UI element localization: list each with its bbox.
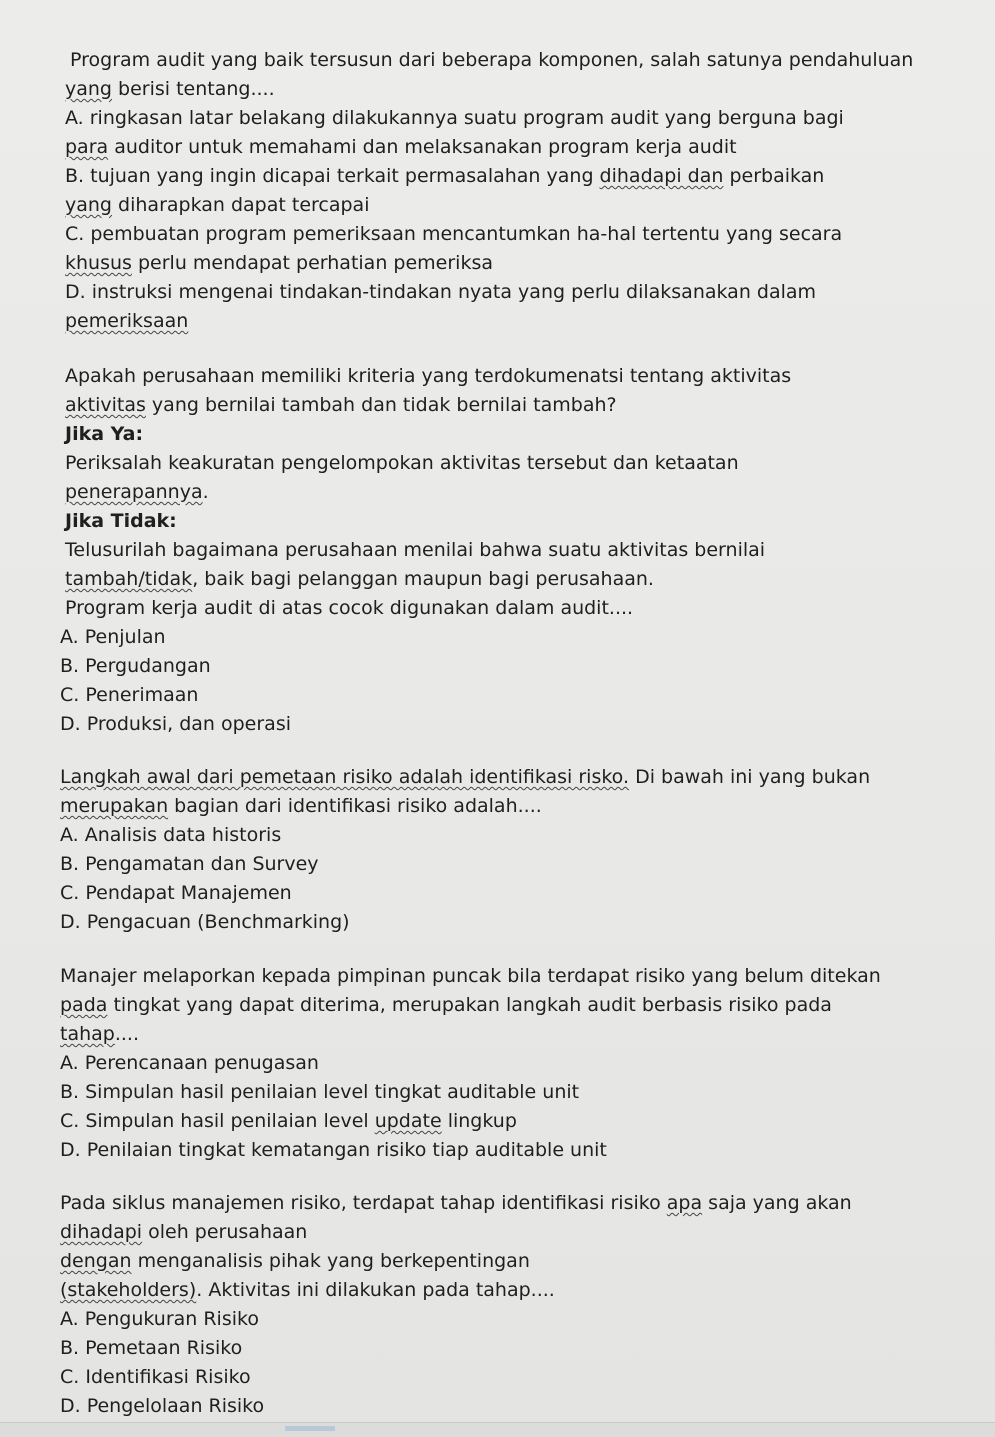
question-4-option-b: B. Simpulan hasil penilaian level tingkat auditable unit xyxy=(60,1081,580,1103)
underlined-word: dengan xyxy=(60,1250,132,1272)
underlined-word: (stakeholders) xyxy=(60,1279,197,1301)
question-3-text-line-2: merupakan bagian dari identifikasi risiko adalah.... xyxy=(60,795,542,817)
if-yes-text-line-2: penerapannya. xyxy=(65,481,209,503)
question-5-text-line-4: (stakeholders). Aktivitas ini dilakukan pada tahap.... xyxy=(60,1279,555,1301)
question-4-text-line-2: pada tingkat yang dapat diterima, merupakan langkah audit berbasis risiko pada xyxy=(60,994,832,1016)
underlined-phrase: Langkah awal dari pemetaan risiko adalah identifikasi risko. xyxy=(60,766,630,788)
underlined-word: tahap xyxy=(60,1023,115,1045)
question-1-option-d: D. instruksi mengenai tindakan-tindakan nyata yang perlu dilaksanakan dalam xyxy=(65,281,817,303)
question-5-option-d: D. Pengelolaan Risiko xyxy=(60,1395,265,1417)
question-1-option-a: A. ringkasan latar belakang dilakukannya suatu program audit yang berguna bagi xyxy=(65,107,844,129)
question-5-option-b: B. Pemetaan Risiko xyxy=(60,1337,243,1359)
question-1-option-b-cont: yang diharapkan dapat tercapai xyxy=(65,194,370,216)
question-5-text-line-3: dengan menganalisis pihak yang berkepentingan xyxy=(60,1250,530,1272)
question-5-text-line-1: Pada siklus manajemen risiko, terdapat tahap identifikasi risiko apa saja yang akan xyxy=(60,1192,852,1214)
bottom-tab-marker xyxy=(285,1426,335,1431)
question-1-text-line-1: Program audit yang baik tersusun dari beberapa komponen, salah satunya pendahuluan xyxy=(70,49,914,71)
question-2 xyxy=(0,362,995,739)
if-no-text-line-2: tambah/tidak, baik bagi pelanggan maupun bagi perusahaan. xyxy=(65,568,654,590)
question-1-text-line-2: yang berisi tentang.... xyxy=(65,78,275,100)
underlined-word: tambah/tidak xyxy=(65,568,193,590)
question-3 xyxy=(0,763,995,937)
question-2-option-c: C. Penerimaan xyxy=(60,684,199,706)
question-4 xyxy=(0,962,995,1165)
question-4-text-line-1: Manajer melaporkan kepada pimpinan puncak bila terdapat risiko yang belum ditekan xyxy=(60,965,881,987)
question-4-option-d: D. Penilaian tingkat kematangan risiko tiap auditable unit xyxy=(60,1139,607,1161)
underlined-word: para xyxy=(65,136,109,158)
question-2-option-d: D. Produksi, dan operasi xyxy=(60,713,292,735)
question-2-option-b: B. Pergudangan xyxy=(60,655,211,677)
question-3-text-line-1: Langkah awal dari pemetaan risiko adalah identifikasi risko. Di bawah ini yang bukan xyxy=(60,766,871,788)
question-1-option-c: C. pembuatan program pemeriksaan mencantumkan ha-hal tertentu yang secara xyxy=(65,223,843,245)
underlined-word: dihadapi xyxy=(60,1221,143,1243)
underlined-word: yang xyxy=(65,194,112,216)
underlined-word: merupakan xyxy=(60,795,169,817)
question-5 xyxy=(0,1189,995,1421)
question-1-option-b: B. tujuan yang ingin dicapai terkait permasalahan yang dihadapi dan perbaikan xyxy=(65,165,825,187)
underlined-word: khusus xyxy=(65,252,132,274)
bottom-edge-bar xyxy=(0,1422,995,1437)
question-2-option-a: A. Penjulan xyxy=(60,626,166,648)
question-3-option-c: C. Pendapat Manajemen xyxy=(60,882,292,904)
underlined-word: dihadapi dan xyxy=(599,165,724,187)
question-1-option-a-cont: para auditor untuk memahami dan melaksanakan program kerja audit xyxy=(65,136,737,158)
question-2-text-line-1: Apakah perusahaan memiliki kriteria yang terdokumenatsi tentang aktivitas xyxy=(65,365,792,387)
if-yes-text-line-1: Periksalah keakuratan pengelompokan aktivitas tersebut dan ketaatan xyxy=(65,452,739,474)
question-1-option-d-cont xyxy=(0,307,995,336)
if-no-text-line-1: Telusurilah bagaimana perusahaan menilai bahwa suatu aktivitas bernilai xyxy=(65,539,766,561)
if-no-label: Jika Tidak: xyxy=(65,510,177,532)
underlined-word: pada xyxy=(60,994,108,1016)
underlined-word: update xyxy=(374,1110,442,1132)
question-4-option-c: C. Simpulan hasil penilaian level update lingkup xyxy=(60,1110,517,1132)
question-5-text-line-2: dihadapi oleh perusahaan xyxy=(60,1221,308,1243)
question-1-option-c-cont: khusus perlu mendapat perhatian pemeriksa xyxy=(65,252,493,274)
question-2-prompt: Program kerja audit di atas cocok digunakan dalam audit.... xyxy=(65,597,634,619)
question-1 xyxy=(0,46,995,336)
question-2-text-line-2: aktivitas yang bernilai tambah dan tidak bernilai tambah? xyxy=(65,394,617,416)
underlined-word: aktivitas xyxy=(65,394,146,416)
underlined-word: pemeriksaan xyxy=(65,310,189,332)
if-yes-label: Jika Ya: xyxy=(65,423,144,445)
question-5-option-c: C. Identifikasi Risiko xyxy=(60,1366,251,1388)
question-3-option-a: A. Analisis data historis xyxy=(60,824,282,846)
question-5-option-a: A. Pengukuran Risiko xyxy=(60,1308,259,1330)
question-4-option-a: A. Perencanaan penugasan xyxy=(60,1052,319,1074)
question-3-option-d: D. Pengacuan (Benchmarking) xyxy=(60,911,350,933)
underlined-word: yang xyxy=(65,78,112,100)
underlined-word: apa xyxy=(666,1192,703,1214)
question-3-option-b: B. Pengamatan dan Survey xyxy=(60,853,319,875)
underlined-word: penerapannya xyxy=(65,481,203,503)
question-4-text-line-3: tahap.... xyxy=(60,1023,140,1045)
